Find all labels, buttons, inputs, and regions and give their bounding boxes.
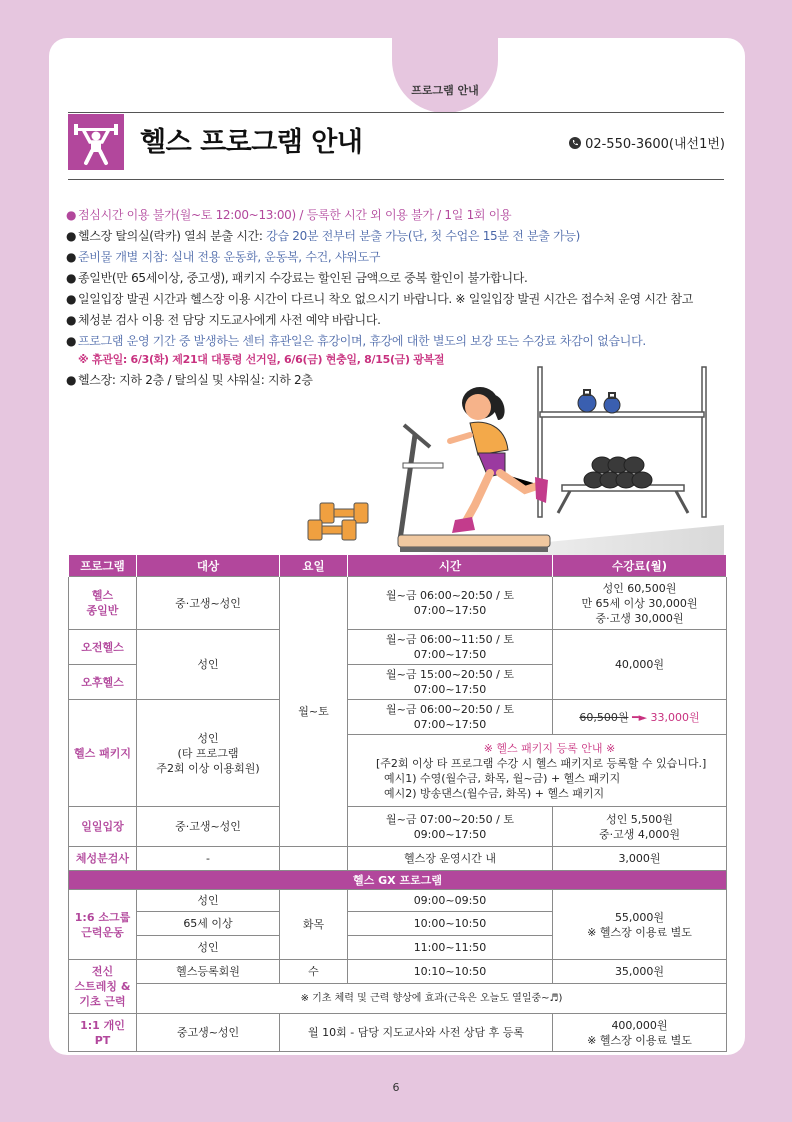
table-row [69, 1014, 727, 1052]
time-cell: 월~금 06:00~20:50 / 토 07:00~17:50 [348, 700, 553, 735]
notice-item: ● 종일반(만 65세이상, 중고생), 패키지 수강료는 할인된 금액으로 중복 할인이 불가합니다. [66, 271, 528, 285]
table-header: 프로그램 [69, 555, 137, 577]
program-name: 1:6 소그룹 근력운동 [69, 890, 137, 960]
page-number: 6 [392, 1081, 400, 1094]
table-row [69, 700, 727, 735]
table-row [69, 630, 727, 665]
weightlifter-icon [68, 114, 124, 170]
fee-cell [553, 700, 727, 735]
gx-title: 헬스 GX 프로그램 [69, 871, 727, 890]
fee-cell: 성인 5,500원 중·고생 4,000원 [553, 807, 727, 847]
phone-contact [569, 133, 725, 152]
fee-cell: 400,000원 ※ 헬스장 이용료 별도 [553, 1014, 727, 1052]
program-name: 일일입장 [69, 807, 137, 847]
table-row [69, 984, 727, 1014]
program-name: 헬스 종일반 [69, 577, 137, 630]
time-cell: 월~금 07:00~20:50 / 토 09:00~17:50 [348, 807, 553, 847]
table-row [69, 577, 727, 630]
program-note: ※ 기초 체력 및 근력 향상에 효과(근육은 오늘도 열일중~♬) [137, 984, 727, 1014]
time-cell: 09:00~09:50 [348, 890, 553, 912]
notice-item: ● 헬스장 탈의실(락카) 열쇠 분출 시간: 강습 20분 전부터 분출 가능(단, 첫 수업은 15분 전 분출 가능) [66, 229, 581, 243]
table-row [69, 847, 727, 871]
notice-item: ● 점심시간 이용 불가(월~토 12:00~13:00) / 등록한 시간 외 이용 불가 / 1일 1회 이용 [66, 208, 512, 222]
empty-day-cell [280, 847, 348, 871]
program-name: 오전헬스 [69, 630, 137, 665]
time-cell: 월~금 15:00~20:50 / 토 07:00~17:50 [348, 665, 553, 700]
closed-days-note: ※ 휴관일: 6/3(화) 제21대 대통령 선거일, 6/6(금) 현충일, 8/15(금) 광복절 [78, 353, 445, 366]
table-header-row [69, 555, 727, 577]
notice-item: ● 프로그램 운영 기간 중 발생하는 센터 휴관일은 휴강이며, 휴강에 대한 별도의 보강 또는 수강료 차감이 없습니다. [66, 334, 646, 348]
page-title: 헬스 프로그램 안내 [140, 127, 363, 158]
notice-item: ● 준비물 개별 지참: 실내 전용 운동화, 운동복, 수건, 샤워도구 [66, 250, 381, 264]
schedule-table [68, 555, 727, 1052]
header-tab-label: 프로그램 안내 [411, 84, 479, 97]
day-cell: 화목 [280, 890, 348, 960]
program-name: 체성분검사 [69, 847, 137, 871]
table-header: 대상 [137, 555, 280, 577]
time-cell: 월~금 06:00~20:50 / 토 07:00~17:50 [348, 577, 553, 630]
table-row [69, 890, 727, 912]
time-cell: 10:10~10:50 [348, 960, 553, 984]
time-cell: 월~금 06:00~11:50 / 토 07:00~17:50 [348, 630, 553, 665]
discounted-fee: 33,000원 [650, 710, 700, 724]
table-header: 요일 [280, 555, 348, 577]
notice-list [66, 205, 726, 391]
day-cell: 월~토 [280, 577, 348, 847]
title-bottom-rule [68, 179, 724, 180]
notice-item: ● 일일입장 발권 시간과 헬스장 이용 시간이 다르니 착오 없으시기 바랍니다. ※ 일일입장 발권 시간은 접수처 운영 시간 참고 [66, 292, 694, 306]
phone-icon [569, 137, 581, 149]
table-header: 수강료(월) [553, 555, 727, 577]
arrow-right-icon: ━► [631, 710, 648, 724]
notice-item: ● 체성분 검사 이용 전 담당 지도교사에게 사전 예약 바랍니다. [66, 313, 381, 327]
fee-cell: 3,000원 [553, 847, 727, 871]
fee-cell: 40,000원 [553, 630, 727, 700]
target-cell: 중고생~성인 [137, 1014, 280, 1052]
title-top-rule [68, 112, 724, 113]
fee-cell: 55,000원 ※ 헬스장 이용료 별도 [553, 890, 727, 960]
target-cell: 헬스등록회원 [137, 960, 280, 984]
target-cell: 성인 (타 프로그램 주2회 이상 이용회원) [137, 700, 280, 807]
program-name: 오후헬스 [69, 665, 137, 700]
target-cell: 성인 [137, 630, 280, 700]
day-cell: 수 [280, 960, 348, 984]
program-name: 1:1 개인 PT [69, 1014, 137, 1052]
target-cell: 65세 이상 [137, 912, 280, 936]
time-cell: 11:00~11:50 [348, 936, 553, 960]
treadmill-illustration [300, 365, 724, 560]
time-cell: 10:00~10:50 [348, 912, 553, 936]
phone-number: 02-550-3600(내선1번) [585, 137, 725, 152]
target-cell: 중·고생~성인 [137, 577, 280, 630]
program-name: 전신 스트레칭 & 기초 근력 [69, 960, 137, 1014]
time-cell: 월 10회 - 담당 지도교사와 사전 상담 후 등록 [280, 1014, 553, 1052]
target-cell: 성인 [137, 936, 280, 960]
time-cell: 헬스장 운영시간 내 [348, 847, 553, 871]
target-cell: - [137, 847, 280, 871]
gx-section-header [69, 871, 727, 890]
table-row [69, 960, 727, 984]
fee-cell: 35,000원 [553, 960, 727, 984]
target-cell: 중·고생~성인 [137, 807, 280, 847]
table-header: 시간 [348, 555, 553, 577]
target-cell: 성인 [137, 890, 280, 912]
notice-item: ● 헬스장: 지하 2층 / 탈의실 및 샤워실: 지하 2층 [66, 373, 313, 387]
header-tab [392, 28, 498, 113]
program-name: 헬스 패키지 [69, 700, 137, 807]
table-row [69, 807, 727, 847]
fee-cell: 성인 60,500원 만 65세 이상 30,000원 중·고생 30,000원 [553, 577, 727, 630]
package-info: ※ 헬스 패키지 등록 안내 ※ [주2회 이상 타 프로그램 수강 시 헬스 패키지로 등록할 수 있습니다.] 예시1) 수영(월수금, 화목, 월~금) + 헬스 패키지 예시2) 방송댄스(월수금, 화목) + 헬스 패키지 [348, 735, 727, 807]
original-fee: 60,500원 [579, 710, 629, 724]
